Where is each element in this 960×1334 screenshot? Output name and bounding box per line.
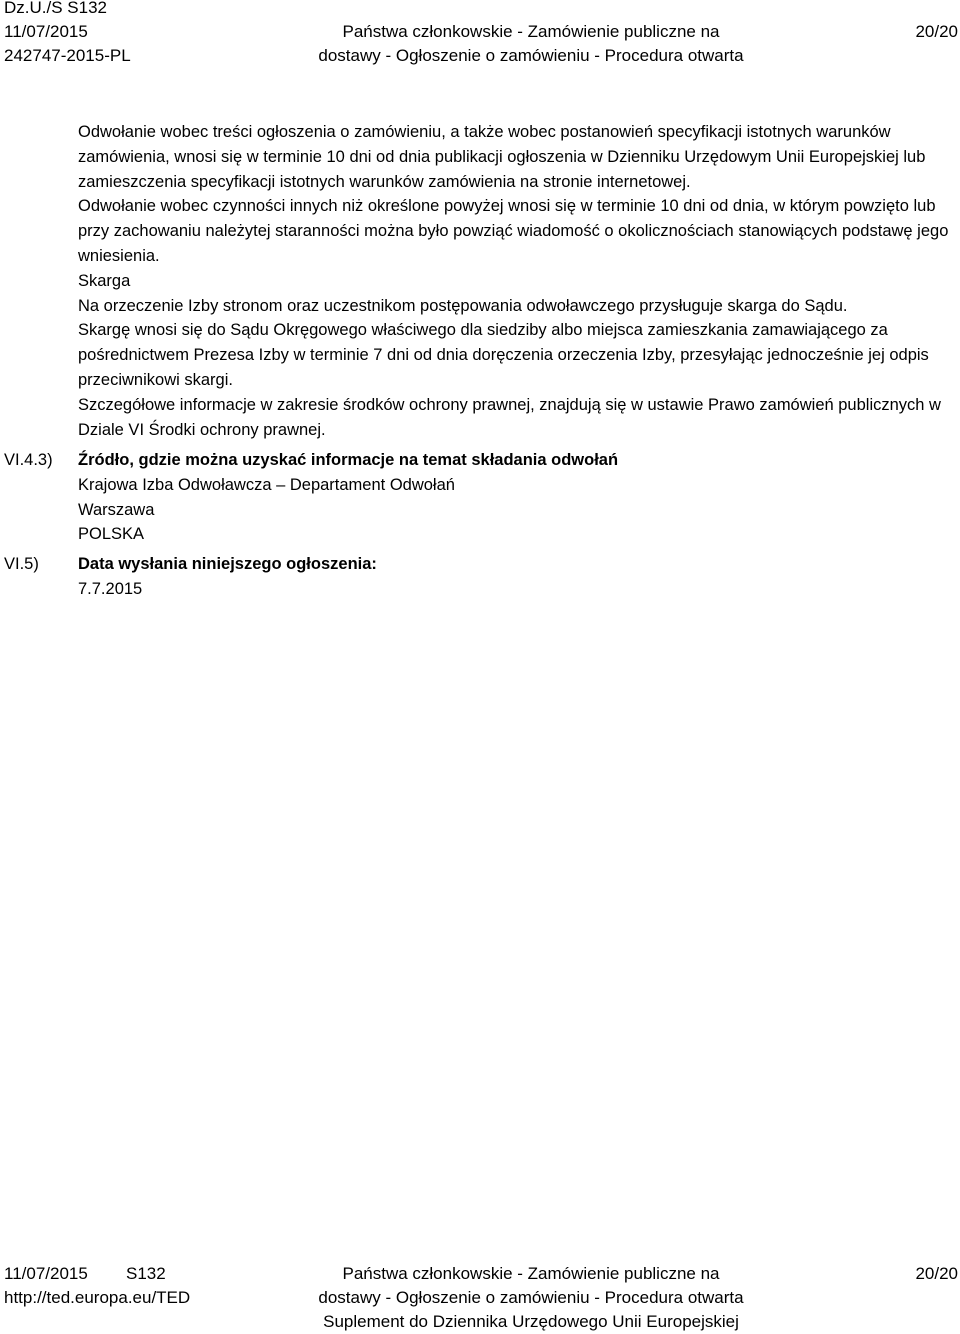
body-name-line: Krajowa Izba Odwoławcza – Departament Odwołań — [78, 475, 455, 494]
footer-page-number: 20/20 — [915, 1264, 958, 1283]
section-heading: Data wysłania niniejszego ogłoszenia: — [78, 555, 377, 573]
country-line: POLSKA — [78, 525, 145, 544]
dispatch-date: 7.7.2015 — [78, 579, 143, 598]
paragraph: Na orzeczenie Izby stronom oraz uczestnikom postępowania odwoławczego przysługuje skarga do Sądu. — [78, 296, 848, 315]
paragraph: Odwołanie wobec treści ogłoszenia o zamówieniu, a także wobec postanowień specyfikacji istotnych warunków zamówienia, wnosi się w terminie 10 dni od dnia publikacji ogłoszenia w Dzienniku Urzędowym Unii Europejskiej lub zamieszczenia specyfikacji istotnych warunków zamówienia na stronie internetowej. — [78, 123, 926, 191]
notice-id: 242747-2015-PL — [4, 46, 131, 65]
footer-title-line2: dostawy - Ogłoszenie o zamówieniu - Procedura otwarta — [318, 1288, 744, 1307]
section-vi5 — [78, 552, 952, 602]
footer-title-line3: Suplement do Dziennika Urzędowego Unii Europejskiej — [323, 1312, 739, 1331]
header-title-line1: Państwa członkowskie - Zamówienie publiczne na — [342, 22, 720, 41]
footer-title-line1: Państwa członkowskie - Zamówienie publiczne na — [342, 1264, 720, 1283]
footer-series: S132 — [126, 1264, 166, 1283]
header-title-line2: dostawy - Ogłoszenie o zamówieniu - Procedura otwarta — [318, 46, 744, 65]
footer-date: 11/07/2015 — [4, 1264, 88, 1283]
journal-reference: Dz.U./S S132 — [4, 0, 107, 17]
header-date: 11/07/2015 — [4, 22, 88, 41]
paragraph: Skarga — [78, 271, 131, 290]
appeal-text-block — [78, 120, 952, 442]
section-vi43 — [78, 448, 952, 547]
section-number-vi5: VI.5) — [4, 555, 39, 573]
header-page-number: 20/20 — [915, 22, 958, 41]
section-heading: Źródło, gdzie można uzyskać informacje na temat składania odwołań — [78, 451, 619, 469]
ted-link[interactable]: http://ted.europa.eu/TED — [4, 1288, 191, 1307]
paragraph: Szczegółowe informacje w zakresie środków ochrony prawnej, znajdują się w ustawie Prawo zamówień publicznych w Dziale VI Środki ochrony prawnej. — [78, 395, 941, 439]
paragraph: Skargę wnosi się do Sądu Okręgowego właściwego dla siedziby albo miejsca zamieszkania zamawiającego za pośrednictwem Prezesa Izby w terminie 7 dni od dnia doręczenia orzeczenia Izby, przesyłając jednocześnie jej odpis przeciwnikowi skargi. — [78, 321, 929, 389]
section-number-vi43: VI.4.3) — [4, 451, 53, 469]
paragraph: Odwołanie wobec czynności innych niż określone powyżej wnosi się w terminie 10 dni od dnia, w którym powzięto lub przy zachowaniu należytej staranności można było powziąć wiadomość o okolicznościach stanowiących podstawę jego wniesienia. — [78, 197, 949, 265]
city-line: Warszawa — [78, 500, 155, 519]
